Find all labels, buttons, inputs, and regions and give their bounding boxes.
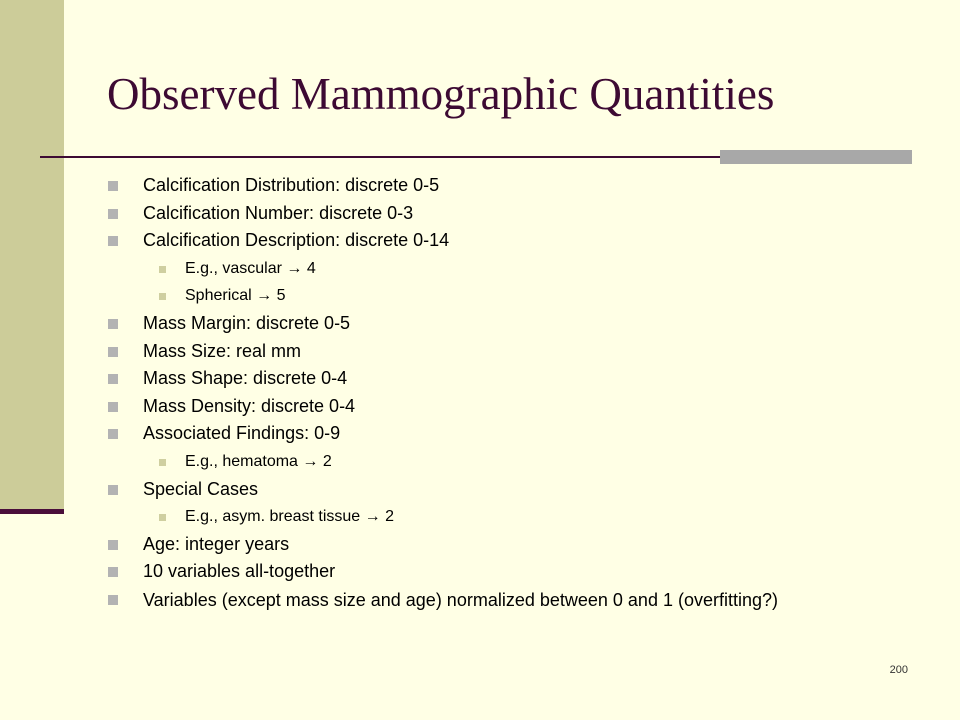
bullet-calcification-distribution: Calcification Distribution: discrete 0-5 <box>0 172 960 200</box>
slide-title: Observed Mammographic Quantities <box>107 69 775 119</box>
sub-bullet-vascular: E.g., vascular → 4 <box>0 255 960 283</box>
bullet-associated-findings: Associated Findings: 0-9 <box>0 420 960 448</box>
bullet-age: Age: integer years <box>0 531 960 559</box>
bullet-calcification-number: Calcification Number: discrete 0-3 <box>0 200 960 228</box>
bullet-calcification-description: Calcification Description: discrete 0-14 <box>0 227 960 255</box>
bullet-special-cases: Special Cases <box>0 476 960 504</box>
bullet-mass-shape: Mass Shape: discrete 0-4 <box>0 365 960 393</box>
bullet-normalization: Variables (except mass size and age) normalized between 0 and 1 (overfitting?) <box>0 586 903 611</box>
sub-bullet-hematoma: E.g., hematoma → 2 <box>0 448 960 476</box>
bullet-variable-count: 10 variables all-together <box>0 558 960 586</box>
bullet-mass-density: Mass Density: discrete 0-4 <box>0 393 960 421</box>
slide-number: 200 <box>889 664 908 676</box>
sub-bullet-asym-breast-tissue: E.g., asym. breast tissue → 2 <box>0 503 960 531</box>
bullet-mass-margin: Mass Margin: discrete 0-5 <box>0 310 960 338</box>
title-accent-bar <box>720 150 912 164</box>
bullet-mass-size: Mass Size: real mm <box>0 338 960 366</box>
sub-bullet-spherical: Spherical → 5 <box>0 282 960 310</box>
bullet-list <box>0 172 960 611</box>
